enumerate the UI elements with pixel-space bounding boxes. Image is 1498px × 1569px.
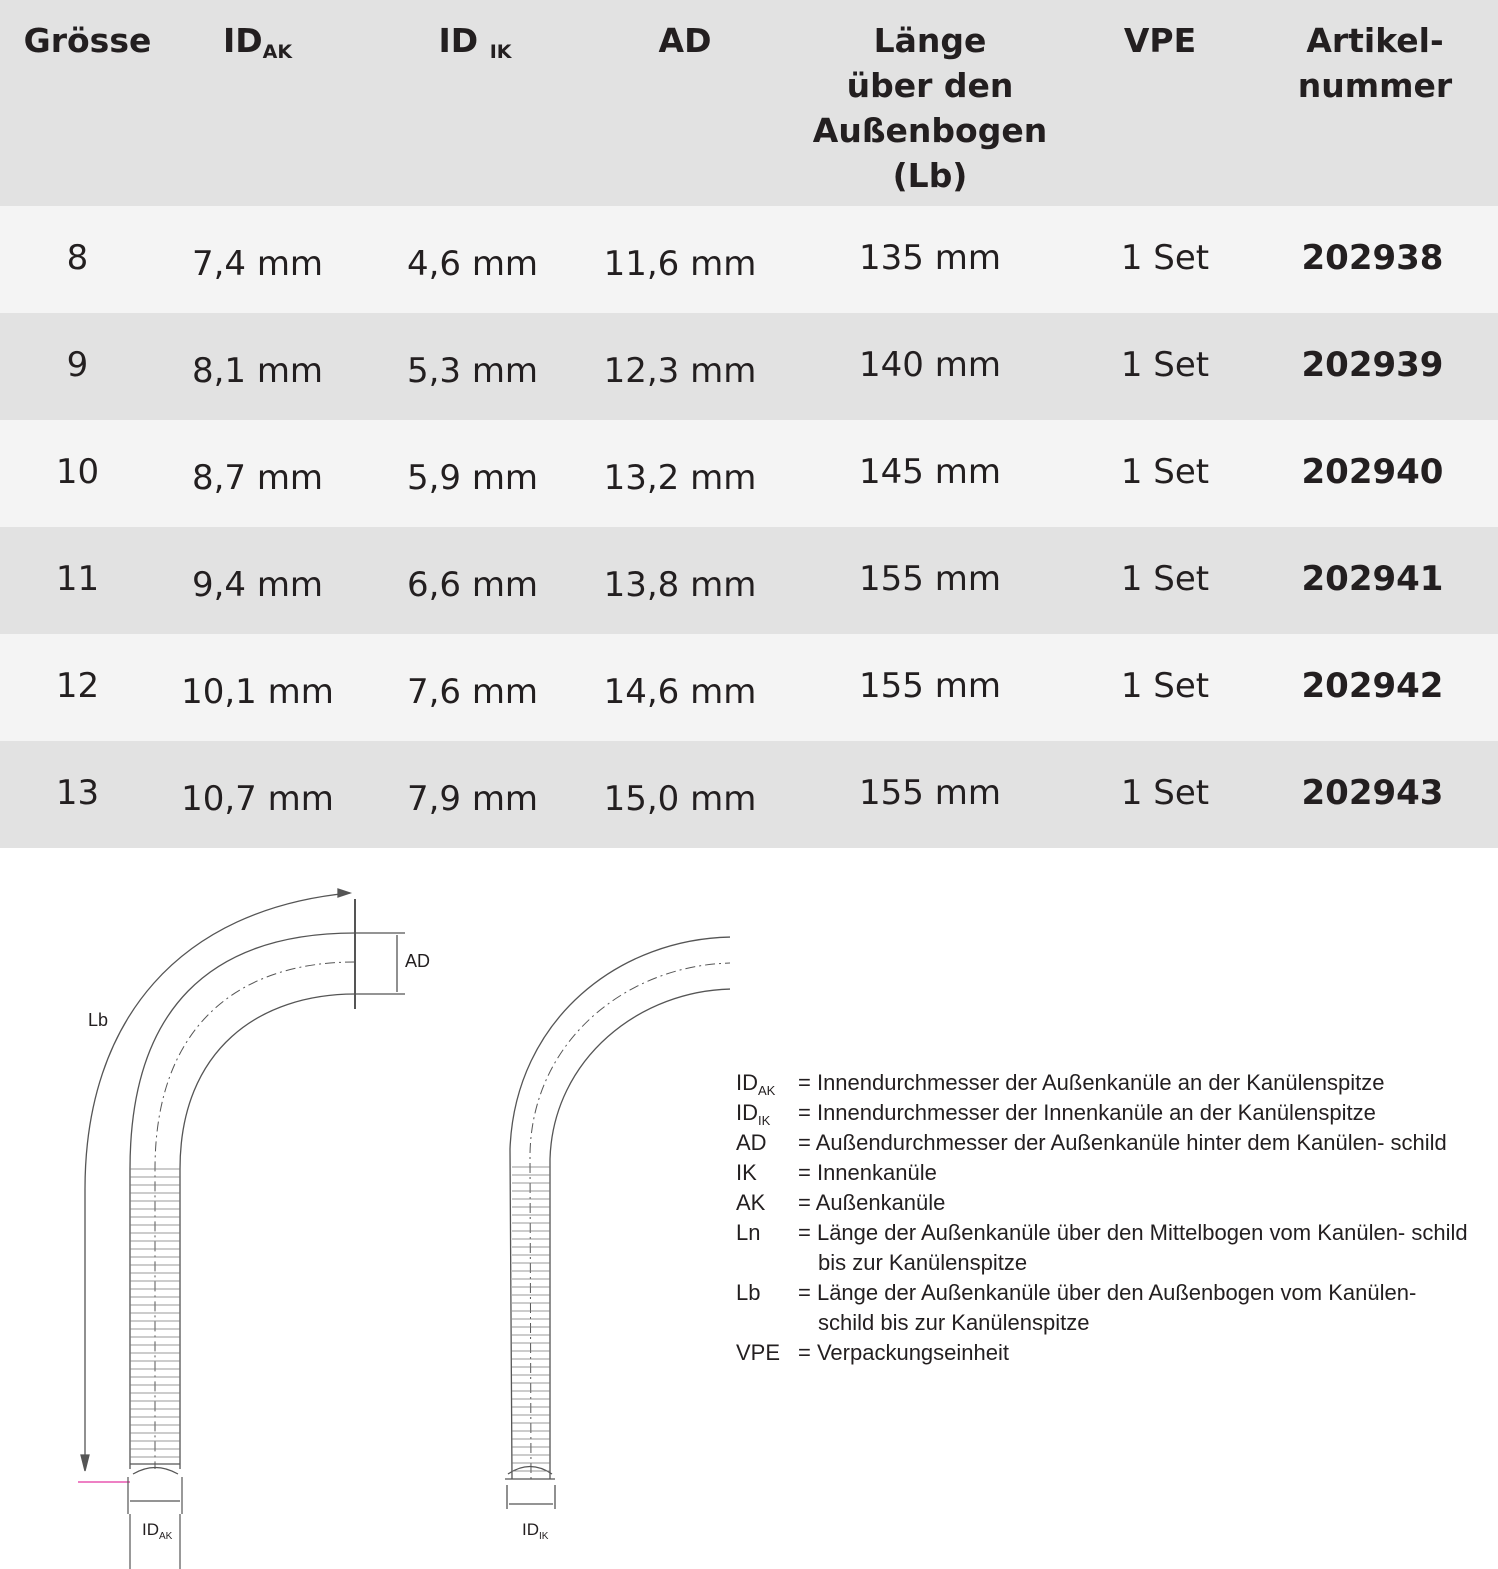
legend-term: $ID_{IK}$ — [736, 1100, 771, 1128]
table-row — [0, 634, 1498, 741]
cell-id-ak: 8,7 mm — [191, 458, 324, 498]
legend-item — [736, 1068, 1476, 1098]
header-vpe: VPE — [1123, 21, 1197, 60]
cell-ad: 15,0 mm — [603, 779, 757, 819]
label-lb: Lb — [88, 1010, 109, 1030]
table-row — [0, 527, 1498, 634]
cell-ad: 13,2 mm — [603, 458, 757, 498]
header-id-ak: $ID_{AK}$ — [222, 21, 293, 63]
cell-id-ik: 7,9 mm — [406, 779, 539, 819]
legend-term: IK — [736, 1160, 757, 1185]
header-length: Länge über den Außenbogen (Lb) — [812, 21, 1048, 195]
cell-ad: 13,8 mm — [603, 565, 757, 605]
cell-article: 202941 — [1301, 559, 1444, 599]
cell-article: 202942 — [1301, 666, 1444, 706]
cell-ad: 14,6 mm — [603, 672, 757, 712]
legend-definition: = Außenkanüle — [798, 1190, 946, 1215]
abbreviation-legend — [736, 1068, 1476, 1368]
cell-vpe: 1 Set — [1120, 773, 1210, 813]
legend-term: VPE — [736, 1340, 781, 1365]
cell-size: 12 — [55, 666, 100, 706]
cell-article: 202940 — [1301, 452, 1444, 492]
legend-definition: = Außendurchmesser der Außenkanüle hinter dem Kanülen- schild — [798, 1130, 1447, 1155]
cell-id-ik: 5,9 mm — [406, 458, 539, 498]
legend-term: AD — [736, 1130, 767, 1155]
legend-item — [736, 1218, 1476, 1278]
legend-definition: = Innendurchmesser der Außenkanüle an der Kanülenspitze — [798, 1070, 1385, 1095]
cell-size: 10 — [55, 452, 100, 492]
legend-item — [736, 1338, 1476, 1368]
cannula-diagram — [0, 849, 730, 1569]
legend-term: AK — [736, 1190, 766, 1215]
cell-length: 140 mm — [859, 345, 1001, 385]
cell-id-ik: 7,6 mm — [406, 672, 539, 712]
legend-definition: = Länge der Außenkanüle über den Außenbogen vom Kanülen- schild bis zur Kanülenspitze — [798, 1280, 1417, 1335]
cell-article: 202943 — [1301, 773, 1444, 813]
legend-definition: = Länge der Außenkanüle über den Mittelbogen vom Kanülen- schild bis zur Kanülenspitze — [798, 1220, 1468, 1275]
legend-definition: = Innenkanüle — [798, 1160, 937, 1185]
cell-size: 9 — [66, 345, 89, 385]
cell-id-ak: 8,1 mm — [191, 351, 324, 391]
cell-id-ak: 7,4 mm — [191, 244, 324, 284]
label-id-ak: $ID_{AK}$ — [142, 1520, 173, 1542]
cell-id-ik: 4,6 mm — [406, 244, 539, 284]
cell-length: 135 mm — [859, 238, 1001, 278]
label-id-ik: $ID_{IK}$ — [522, 1520, 549, 1542]
cell-length: 155 mm — [859, 559, 1001, 599]
cell-vpe: 1 Set — [1120, 345, 1210, 385]
table-row — [0, 420, 1498, 527]
legend-term: $ID_{AK}$ — [736, 1070, 776, 1098]
cell-id-ik: 5,3 mm — [406, 351, 539, 391]
cell-id-ak: 10,1 mm — [181, 672, 334, 712]
header-id-ik: ID $_{IK}$ — [438, 21, 512, 63]
cell-vpe: 1 Set — [1120, 452, 1210, 492]
legend-item — [736, 1098, 1476, 1128]
cell-length: 155 mm — [859, 773, 1001, 813]
cell-vpe: 1 Set — [1120, 559, 1210, 599]
header-ad: AD — [658, 21, 712, 60]
label-ad: AD — [405, 951, 431, 971]
legend-item — [736, 1128, 1476, 1158]
table-row — [0, 313, 1498, 420]
cell-vpe: 1 Set — [1120, 238, 1210, 278]
legend-item — [736, 1188, 1476, 1218]
table-header — [0, 0, 1498, 206]
cell-id-ak: 10,7 mm — [181, 779, 334, 819]
legend-item — [736, 1158, 1476, 1188]
cell-size: 11 — [55, 559, 100, 599]
header-size: Grösse — [23, 21, 152, 60]
cell-article: 202938 — [1301, 238, 1444, 278]
header-article: Artikel- nummer — [1297, 21, 1453, 105]
cell-size: 8 — [66, 238, 89, 278]
table-row — [0, 741, 1498, 848]
legend-definition: = Verpackungseinheit — [798, 1340, 1009, 1365]
cell-size: 13 — [55, 773, 100, 813]
legend-term: Lb — [736, 1280, 761, 1305]
legend-item — [736, 1278, 1476, 1338]
legend-definition: = Innendurchmesser der Innenkanüle an der Kanülenspitze — [798, 1100, 1376, 1125]
cell-ad: 12,3 mm — [603, 351, 757, 391]
legend-term: Ln — [736, 1220, 761, 1245]
table-row — [0, 206, 1498, 313]
cell-id-ik: 6,6 mm — [406, 565, 539, 605]
cell-id-ak: 9,4 mm — [191, 565, 324, 605]
cell-length: 145 mm — [859, 452, 1001, 492]
cell-length: 155 mm — [859, 666, 1001, 706]
cell-vpe: 1 Set — [1120, 666, 1210, 706]
cell-article: 202939 — [1301, 345, 1444, 385]
cell-ad: 11,6 mm — [603, 244, 757, 284]
